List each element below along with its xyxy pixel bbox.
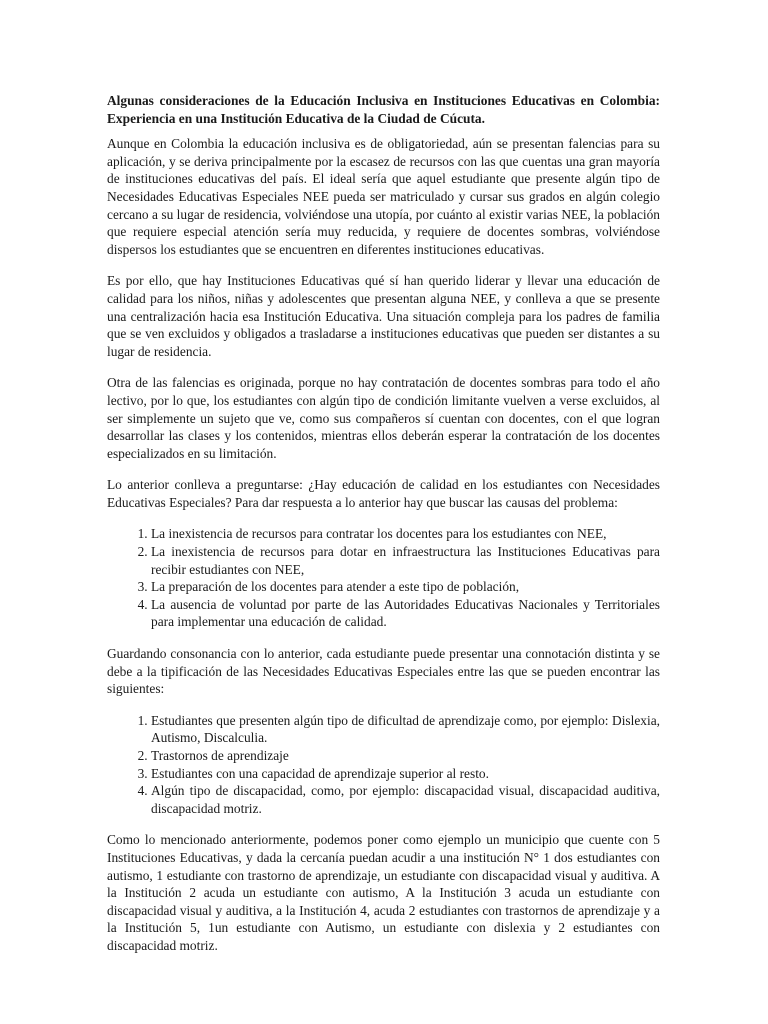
causes-list (107, 525, 660, 631)
paragraph-6: Como lo mencionado anteriormente, podemos poner como ejemplo un municipio que cuente con 5 Instituciones Educativas, y dada la cercanía puedan acudir a una institución N° 1 dos estudiantes con autismo, 1 estudiante con trastorno de aprendizaje, un estudiante con discapacidad visual y auditiva. A la Institución 2 acuda un estudiante con autismo, A la Institución 3 acuda un estudiante con discapacidad visual y auditiva, a la Institución 4, acuda 2 estudiantes con trastornos de aprendizaje y a la Institución 5, 1un estudiante con Autismo, un estudiante con dislexia y 2 estudiantes con discapacidad motriz. (107, 832, 660, 953)
list-item: 3. La preparación de los docentes para atender a este tipo de población, (151, 578, 660, 596)
list-item: 4. Algún tipo de discapacidad, como, por ejemplo: discapacidad visual, discapacidad auditiva, discapacidad motriz. (151, 782, 660, 817)
list-item: 1. La inexistencia de recursos para contratar los docentes para los estudiantes con NEE, (151, 525, 660, 543)
paragraph-1: Aunque en Colombia la educación inclusiva es de obligatoriedad, aún se presentan falencias para su aplicación, y se deriva principalmente por la escasez de recursos con las que cuentas una gran mayoría de instituciones educativas del país. El ideal sería que aquel estudiante que presente algún tipo de Necesidades Educativas Especiales NEE pueda ser matriculado y cursar sus grados en algún colegio cercano a su lugar de residencia, volviéndose una utopía, por cuánto al existir varias NEE, la población que requiere especial atención sería muy reducida, y requiere de docentes sombras, volviéndose dispersos los estudiantes que se encuentren en diferentes instituciones educativas. (107, 136, 660, 257)
document-title: Algunas consideraciones de la Educación Inclusiva en Instituciones Educativas en Colombia: Experiencia en una Institución Educativa de la Ciudad de Cúcuta. (107, 93, 660, 126)
paragraph-3: Otra de las falencias es originada, porque no hay contratación de docentes sombras para todo el año lectivo, por lo que, los estudiantes con algún tipo de condición limitante vuelven a verse excluidos, al ser simplemente un sujeto que ve, como sus compañeros sí cuentan con docentes, con el que logran desarrollar las clases y los contenidos, mientras ellos deberán esperar la contratación de los docentes especializados en su limitación. (107, 375, 660, 461)
list-item: 2. Trastornos de aprendizaje (151, 747, 660, 765)
list-item: 2. La inexistencia de recursos para dotar en infraestructura las Instituciones Educativas para recibir estudiantes con NEE, (151, 543, 660, 578)
document-page (107, 92, 660, 969)
list-item: 1. Estudiantes que presenten algún tipo de dificultad de aprendizaje como, por ejemplo: Dislexia, Autismo, Discalculia. (151, 712, 660, 747)
nee-types-list (107, 712, 660, 818)
list-item: 4. La ausencia de voluntad por parte de las Autoridades Educativas Nacionales y Territoriales para implementar una educación de calidad. (151, 596, 660, 631)
list-item: 3. Estudiantes con una capacidad de aprendizaje superior al resto. (151, 765, 660, 783)
paragraph-4: Lo anterior conlleva a preguntarse: ¿Hay educación de calidad en los estudiantes con Necesidades Educativas Especiales? Para dar respuesta a lo anterior hay que buscar las causas del problema: (107, 477, 660, 510)
paragraph-2: Es por ello, que hay Instituciones Educativas qué sí han querido liderar y llevar una educación de calidad para los niños, niñas y adolescentes que presentan alguna NEE, y conlleva a que se presente una centralización hacia esa Institución Educativa. Una situación compleja para los padres de familia que se ven excluidos y obligados a trasladarse a instituciones educativas que pueden ser distantes a su lugar de residencia. (107, 273, 660, 359)
paragraph-5: Guardando consonancia con lo anterior, cada estudiante puede presentar una connotación distinta y se debe a la tipificación de las Necesidades Educativas Especiales entre las que se pueden encontrar las siguientes: (107, 646, 660, 697)
